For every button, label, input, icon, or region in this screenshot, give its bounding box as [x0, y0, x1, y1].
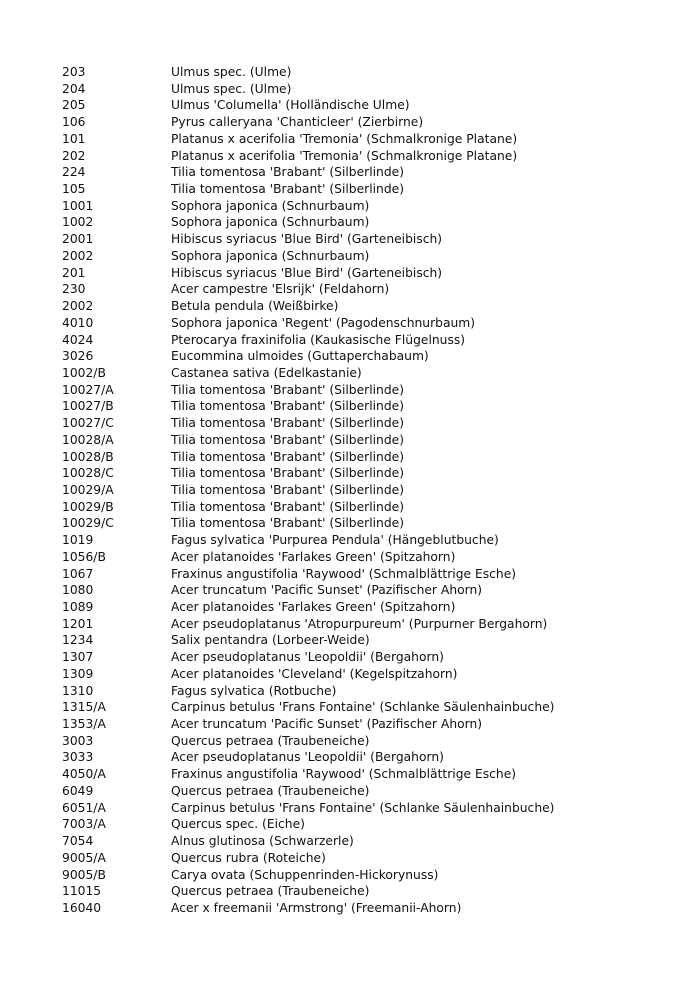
- list-item: [62, 733, 672, 750]
- tree-number: 10027/A: [62, 382, 114, 397]
- tree-species: Acer platanoides 'Cleveland' (Kegelspitzahorn): [171, 666, 458, 681]
- list-item: [62, 883, 672, 900]
- tree-number: 1310: [62, 683, 94, 698]
- tree-species: Tilia tomentosa 'Brabant' (Silberlinde): [171, 399, 405, 414]
- list-item: [62, 64, 672, 81]
- list-item: [62, 616, 672, 633]
- tree-species: Carpinus betulus 'Frans Fontaine' (Schlanke Säulenhainbuche): [171, 800, 555, 815]
- tree-number: 224: [62, 165, 86, 180]
- tree-species: Castanea sativa (Edelkastanie): [171, 365, 362, 380]
- list-item: [62, 164, 672, 181]
- list-item: [62, 398, 672, 415]
- list-item: [62, 382, 672, 399]
- tree-species: Quercus spec. (Eiche): [171, 817, 305, 832]
- list-item: [62, 97, 672, 114]
- tree-species: Tilia tomentosa 'Brabant' (Silberlinde): [171, 449, 405, 464]
- list-item: [62, 315, 672, 332]
- tree-number: 2002: [62, 299, 94, 314]
- tree-number: 3026: [62, 349, 94, 364]
- tree-species: Fraxinus angustifolia 'Raywood' (Schmalblättrige Esche): [171, 767, 517, 782]
- list-item: [62, 649, 672, 666]
- list-item: [62, 716, 672, 733]
- list-item: [62, 348, 672, 365]
- tree-species: Acer campestre 'Elsrijk' (Feldahorn): [171, 282, 390, 297]
- list-item: [62, 265, 672, 282]
- tree-species: Sophora japonica (Schnurbaum): [171, 198, 370, 213]
- list-item: [62, 332, 672, 349]
- tree-species: Tilia tomentosa 'Brabant' (Silberlinde): [171, 466, 405, 481]
- tree-species: Ulmus spec. (Ulme): [171, 65, 292, 79]
- tree-number: 10027/C: [62, 416, 114, 431]
- tree-species: Fraxinus angustifolia 'Raywood' (Schmalblättrige Esche): [171, 566, 517, 581]
- tree-number: 7003/A: [62, 817, 106, 832]
- tree-number: 1002: [62, 215, 94, 230]
- tree-number: 1002/B: [62, 365, 106, 380]
- tree-number: 204: [62, 81, 86, 96]
- tree-number: 1353/A: [62, 717, 106, 732]
- list-item: [62, 666, 672, 683]
- tree-list: [62, 64, 672, 917]
- tree-species: Carya ovata (Schuppenrinden-Hickorynuss): [171, 867, 439, 882]
- tree-number: 2002: [62, 248, 94, 263]
- tree-number: 4024: [62, 332, 94, 347]
- tree-species: Quercus petraea (Traubeneiche): [171, 783, 370, 798]
- tree-number: 10029/A: [62, 482, 114, 497]
- tree-species: Platanus x acerifolia 'Tremonia' (Schmalkronige Platane): [171, 131, 518, 146]
- list-item: [62, 749, 672, 766]
- tree-number: 3003: [62, 733, 94, 748]
- tree-number: 1001: [62, 198, 94, 213]
- tree-species: Fagus sylvatica 'Purpurea Pendula' (Hängeblutbuche): [171, 533, 499, 548]
- list-item: [62, 198, 672, 215]
- tree-number: 11015: [62, 884, 102, 899]
- tree-species: Hibiscus syriacus 'Blue Bird' (Garteneibisch): [171, 232, 443, 247]
- tree-number: 10027/B: [62, 399, 114, 414]
- list-item: [62, 599, 672, 616]
- tree-species: Acer pseudoplatanus 'Leopoldii' (Bergahorn): [171, 650, 444, 665]
- list-item: [62, 248, 672, 265]
- tree-species: Tilia tomentosa 'Brabant' (Silberlinde): [171, 499, 405, 514]
- tree-species: Platanus x acerifolia 'Tremonia' (Schmalkronige Platane): [171, 148, 518, 163]
- tree-number: 4050/A: [62, 767, 106, 782]
- tree-number: 4010: [62, 315, 94, 330]
- tree-number: 10028/C: [62, 466, 114, 481]
- tree-species: Acer truncatum 'Pacific Sunset' (Pazifischer Ahorn): [171, 717, 483, 732]
- tree-species: Alnus glutinosa (Schwarzerle): [171, 834, 354, 849]
- tree-number: 201: [62, 265, 86, 280]
- list-item: [62, 114, 672, 131]
- list-item: [62, 415, 672, 432]
- tree-species: Tilia tomentosa 'Brabant' (Silberlinde): [171, 516, 405, 531]
- tree-number: 1309: [62, 666, 94, 681]
- list-item: [62, 833, 672, 850]
- tree-species: Acer pseudoplatanus 'Atropurpureum' (Purpurner Bergahorn): [171, 616, 548, 631]
- tree-species: Eucommina ulmoides (Guttaperchabaum): [171, 349, 429, 364]
- tree-species: Acer truncatum 'Pacific Sunset' (Pazifischer Ahorn): [171, 583, 483, 598]
- tree-number: 203: [62, 65, 86, 79]
- tree-species: Acer platanoides 'Farlakes Green' (Spitzahorn): [171, 549, 456, 564]
- tree-species: Salix pentandra (Lorbeer-Weide): [171, 633, 370, 648]
- tree-species: Quercus rubra (Roteiche): [171, 850, 326, 865]
- tree-species: Betula pendula (Weißbirke): [171, 299, 339, 314]
- tree-number: 230: [62, 282, 86, 297]
- list-item: [62, 850, 672, 867]
- list-item: [62, 231, 672, 248]
- tree-species: Tilia tomentosa 'Brabant' (Silberlinde): [171, 182, 405, 197]
- tree-number: 1201: [62, 616, 94, 631]
- list-item: [62, 432, 672, 449]
- tree-species: Carpinus betulus 'Frans Fontaine' (Schlanke Säulenhainbuche): [171, 700, 555, 715]
- tree-species: Fagus sylvatica (Rotbuche): [171, 683, 337, 698]
- list-item: [62, 499, 672, 516]
- list-item: [62, 683, 672, 700]
- list-item: [62, 515, 672, 532]
- list-item: [62, 632, 672, 649]
- list-item: [62, 181, 672, 198]
- tree-number: 1067: [62, 566, 94, 581]
- list-item: [62, 365, 672, 382]
- list-item: [62, 699, 672, 716]
- tree-species: Tilia tomentosa 'Brabant' (Silberlinde): [171, 382, 405, 397]
- tree-number: 6049: [62, 783, 94, 798]
- list-item: [62, 582, 672, 599]
- tree-number: 205: [62, 98, 86, 113]
- list-item: [62, 281, 672, 298]
- tree-number: 101: [62, 131, 86, 146]
- list-item: [62, 131, 672, 148]
- tree-number: 10028/B: [62, 449, 114, 464]
- tree-number: 9005/B: [62, 867, 106, 882]
- list-item: [62, 298, 672, 315]
- tree-species: Acer platanoides 'Farlakes Green' (Spitzahorn): [171, 600, 456, 614]
- tree-species: Pyrus calleryana 'Chanticleer' (Zierbirne): [171, 115, 424, 130]
- tree-species: Hibiscus syriacus 'Blue Bird' (Garteneibisch): [171, 265, 443, 280]
- list-item: [62, 81, 672, 98]
- tree-species: Tilia tomentosa 'Brabant' (Silberlinde): [171, 432, 405, 447]
- tree-number: 1019: [62, 533, 94, 548]
- tree-species: Tilia tomentosa 'Brabant' (Silberlinde): [171, 416, 405, 431]
- tree-number: 16040: [62, 900, 102, 915]
- tree-species: Tilia tomentosa 'Brabant' (Silberlinde): [171, 165, 405, 180]
- tree-number: 6051/A: [62, 800, 106, 815]
- tree-number: 10028/A: [62, 432, 114, 447]
- list-item: [62, 214, 672, 231]
- tree-number: 3033: [62, 750, 94, 765]
- list-item: [62, 867, 672, 884]
- tree-species: Ulmus spec. (Ulme): [171, 81, 292, 96]
- tree-species: Sophora japonica (Schnurbaum): [171, 215, 370, 230]
- tree-number: 10029/B: [62, 499, 114, 514]
- list-item: [62, 148, 672, 165]
- tree-species: Ulmus 'Columella' (Holländische Ulme): [171, 98, 410, 113]
- tree-number: 1234: [62, 633, 94, 648]
- list-item: [62, 482, 672, 499]
- tree-number: 1089: [62, 600, 94, 614]
- tree-number: 1056/B: [62, 549, 106, 564]
- list-item: [62, 532, 672, 549]
- tree-number: 2001: [62, 232, 94, 247]
- list-item: [62, 816, 672, 833]
- tree-number: 106: [62, 115, 86, 130]
- tree-species: Sophora japonica (Schnurbaum): [171, 248, 370, 263]
- list-item: [62, 900, 672, 917]
- tree-species: Tilia tomentosa 'Brabant' (Silberlinde): [171, 482, 405, 497]
- tree-number: 1307: [62, 650, 94, 665]
- list-item: [62, 766, 672, 783]
- tree-number: 9005/A: [62, 850, 106, 865]
- list-item: [62, 549, 672, 566]
- list-item: [62, 465, 672, 482]
- list-item: [62, 449, 672, 466]
- tree-number: 1080: [62, 583, 94, 598]
- tree-number: 202: [62, 148, 86, 163]
- list-item: [62, 566, 672, 583]
- list-item: [62, 783, 672, 800]
- tree-species: Acer x freemanii 'Armstrong' (Freemanii-Ahorn): [171, 900, 462, 915]
- tree-number: 105: [62, 182, 86, 197]
- tree-species: Acer pseudoplatanus 'Leopoldii' (Bergahorn): [171, 750, 444, 765]
- tree-number: 7054: [62, 834, 94, 849]
- tree-number: 10029/C: [62, 516, 114, 531]
- tree-number: 1315/A: [62, 700, 106, 715]
- tree-species: Sophora japonica 'Regent' (Pagodenschnurbaum): [171, 315, 476, 330]
- tree-species: Pterocarya fraxinifolia (Kaukasische Flügelnuss): [171, 332, 466, 347]
- list-item: [62, 800, 672, 817]
- tree-species: Quercus petraea (Traubeneiche): [171, 884, 370, 899]
- tree-species: Quercus petraea (Traubeneiche): [171, 733, 370, 748]
